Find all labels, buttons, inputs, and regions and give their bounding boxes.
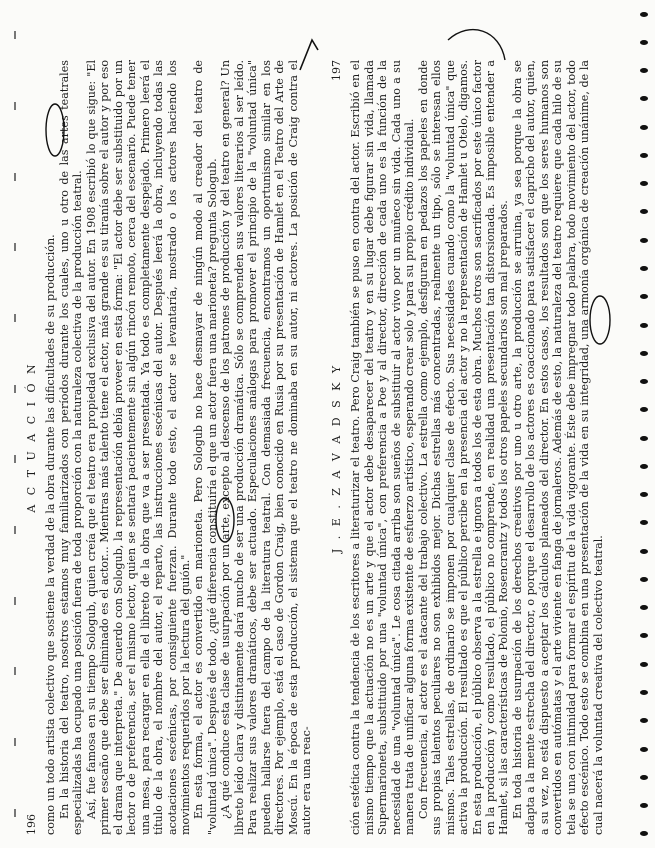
- annotation-circle: [216, 498, 234, 542]
- binding-holes: [637, 0, 651, 848]
- annotation-circle: [590, 296, 610, 344]
- left-paragraph: En la historia del teatro, nosotros estamos muy familiarizados con períodos durante los cuales, uno u otro de las artes teatrales especializadas ha ocupado una posición fuera de toda proporción con la naturaleza colectiva de la producción teatral.: [57, 60, 85, 835]
- left-paragraph: Así, fue famosa en su tiempo Sologub, quien creía que el teatro era propiedad exclusiva del autor. En 1908 escribió lo que sigue: "El primer escaño que debe ser eliminado es el actor... Mientras más talento tiene el actor, más grande es su tiranía sobre el autor y por eso el drama que interpreta." De acuerdo con Sologub, la representación debía proveer en esta forma: "El actor debe ser substituido por un lector o de preferencia, ser el mismo lector, quien se sentará pacientemente sin algún rincón remoto, cerca del escenario. Puede tener una mesa, para recargar en ella el libreto de la obra que va a ser presentada. Ya todo es completamente despejado. Primero leerá el título de la obra, el nombre del autor, el reparto, las instrucciones escénicas del autor. Después leerá la obra, incluyendo todas las acotaciones escénicas, por consiguiente fuerzan. Durante todo esto, el actor se levantaría, mostrado o los actores haciendo los movimientos requeridos por la lectura del guión.": [84, 60, 192, 835]
- right-paragraph: ción estética contra la tendencia de los escritores a literaturizar el teatro. Pero Craig también se puso en contra del actor. Escribió en el mismo tiempo que la actuación no es un arte y que el actor debe desaparecer del teatro y en su lugar debe figurar sin vida, llamada Supermarioneta, substituido por una "voluntad única", con preferencia a Poe y al director, dirección de cada uno es la función de la necesidad de una "voluntad única". Le cosa citada arriba son sueños de substituir al actor vivo por un muñeco sin vida. Cada uno a su manera trata de unificar alguna forma existente de esfuerzo artístico, esperando crear solo y para su propio crédito individual.: [349, 60, 417, 835]
- annotation-curve: [448, 30, 505, 60]
- left-paragraph: ¿A qué conduce esta clase de usurpación por un arte, excepto al descenso de los patrones de producción y del teatro en general? Un libreto leído clara y distintamente dará mucho de ser una producción dramática. Sólo se comprenden sus valores literarios al ser leído. Para realizar sus valores dramáticos, debe ser actuado. Especulaciones análogas para promover el principio de la "voluntad única" pueden hallarse fuera del campo de la literatura teatral. Con demasiada frecuencia, encontramos un oportunismo similar en los directores. Por ejemplo, está el caso de Gordon Craig, bien conocido en Rusia por su presentación de Hamlet en el Teatro del Arte de Moscú. En la época de esta producción, el sistema que el teatro ne dominaba en su autor, ni actores. La posición de Craig contra el autor era una reac-: [219, 60, 314, 835]
- left-folio: 196: [25, 814, 38, 835]
- left-paragraph: como un todo artista colectivo que sostiene la verdad de la obra durante las dificultades de su producción.: [44, 234, 58, 835]
- left-header-title: A C T U A C I Ó N: [25, 361, 38, 513]
- annotation-circle: [46, 104, 64, 156]
- annotation-arrow: [300, 40, 318, 70]
- right-folio: 197: [330, 60, 343, 81]
- left-paragraph: En esta forma, el actor es convertido en marioneta. Pero Sologub no hace desmayar de ningún modo al creador del teatro de "voluntad única". Después de todo, ¿qué diferencia constituiría el que un actor fuera una marioneta? pregunta Sologub.: [192, 60, 219, 835]
- right-header-title: J . E . Z A V A D S K Y: [330, 362, 343, 554]
- right-paragraph: En toda historia de usurpación de los derechos creativos por uno u otro arte, la producción se arruina, ya sea porque la obra se adapta a la mente estrecha del director, o porque el desarrollo de los actores es coaccionado para satisfacer el capricho del autor, quien, a su vez, no está dispuesto a aceptar los cálculos planeados del director. En estos casos, los resultados son que los seres humanos son convertidos en autómatas y el arte viviente en fanga de jornaleros. Además de esto, la naturaleza del teatro requiere que cada hilo de su tela se una con intimidad para formar el espíritu de la vida vigorante. Éste debe impregnar todo palabra, todo movimiento del actor, todo efecto escénico. Todo esto se combina en una presentación de la vida en su integridad, una armonía orgánica de creación unánime, de la cual nacerá la voluntad creativa del colectivo teatral.: [510, 60, 605, 835]
- right-paragraph: Con frecuencia, el actor es el atacante del trabajo colectivo. La estrella como ejemplo, desfiguran en pedazos los papeles en donde sus propias talentos peculiares no son exhibidos mejor. Dichas estrellas más concentradas, realmente un tipo, sólo se interesan ellos mismos. Tales estrellas, de ordinario se imponen por cualquier clase de efecto. Sus necesidades cuando como la "voluntad única" que activa la producción. El resultado es que el público percibe en la presencia del actor y no la representación de Hamlet u Otelo, digamos. En esta producción, el público observa a la estrella e ignora a todos los de esta obra. Muchos otros son sacrificados por este único factor en la producción y como resultado, el público no comprende, en realidad una presentación tan distorsionada. Es imposible entender a Hamlet, si las características de Polonio, Rosencrantz y todos los otros papeles secundarios son mal preparados.: [416, 60, 511, 835]
